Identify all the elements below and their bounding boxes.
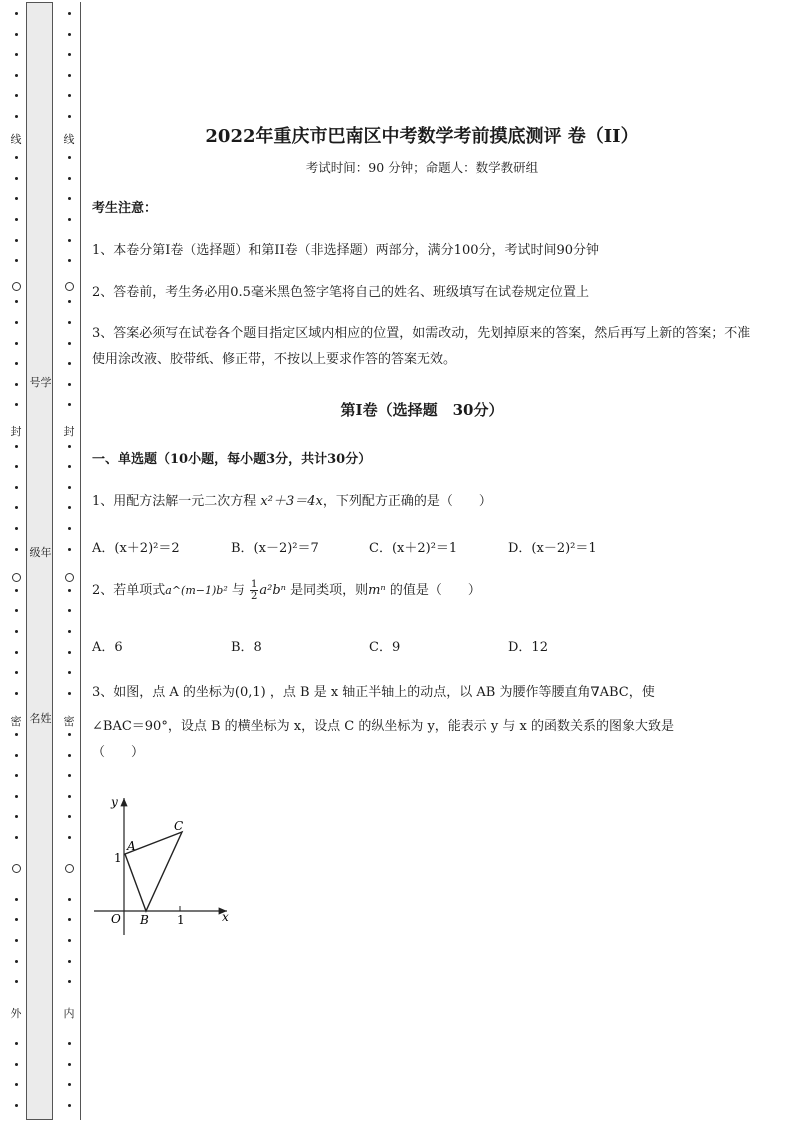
- margin-dot: [15, 403, 18, 406]
- margin-circle: [12, 282, 21, 291]
- margin-dot: [68, 342, 71, 345]
- margin-dot: [68, 651, 71, 654]
- margin-dot: [15, 630, 18, 633]
- y-axis-label: y: [111, 795, 118, 809]
- q2-connector: 与: [227, 583, 250, 598]
- point-a-label: A: [127, 839, 136, 853]
- margin-dot: [15, 754, 18, 757]
- margin-dot: [68, 383, 71, 386]
- q1-equation: x²＋3＝4x: [260, 494, 323, 509]
- margin-circle: [12, 864, 21, 873]
- margin-dot: [68, 1042, 71, 1045]
- margin-dot: [68, 960, 71, 963]
- margin-dot: [68, 94, 71, 97]
- q3-coordinate-figure: [92, 790, 237, 935]
- q2-monomial-1: a^(m−1)b²: [165, 584, 228, 597]
- q1-option-b[interactable]: B．(x－2)²＝7: [231, 541, 319, 556]
- margin-dot: [68, 548, 71, 551]
- margin-dot: [15, 918, 18, 921]
- q2-monomial-2: a²bⁿ: [259, 583, 286, 598]
- binding-line: [80, 2, 81, 1120]
- point-b-label: B: [140, 913, 149, 927]
- question-2: [92, 578, 752, 604]
- margin-dot: [68, 527, 71, 530]
- margin-dot: [68, 671, 71, 674]
- q2-prefix: 2、若单项式: [92, 583, 166, 598]
- inner-dotted-margin: [57, 0, 81, 1123]
- q1-prefix: 1、用配方法解一元二次方程: [92, 494, 261, 509]
- margin-dot: [68, 630, 71, 633]
- margin-dot: [15, 651, 18, 654]
- margin-dot: [15, 506, 18, 509]
- inner-mark-line: 线: [63, 133, 75, 146]
- margin-dot: [68, 733, 71, 736]
- margin-dot: [15, 1104, 18, 1107]
- margin-circle: [65, 573, 74, 582]
- q2-option-c[interactable]: C．9: [369, 640, 401, 655]
- margin-dot: [68, 403, 71, 406]
- margin-dot: [68, 445, 71, 448]
- margin-dot: [15, 321, 18, 324]
- margin-dot: [15, 383, 18, 386]
- margin-dot: [15, 115, 18, 118]
- q2-middle: 是同类项，则: [285, 583, 369, 598]
- notice-item-1: 1、本卷分第I卷（选择题）和第II卷（非选择题）两部分，满分100分，考试时间90分钟: [92, 243, 600, 258]
- margin-dot: [15, 609, 18, 612]
- margin-dot: [15, 362, 18, 365]
- q1-option-a[interactable]: A．(x＋2)²＝2: [92, 541, 180, 556]
- margin-dot: [15, 960, 18, 963]
- q1-option-d[interactable]: D．(x－2)²＝1: [508, 541, 597, 556]
- margin-dot: [15, 342, 18, 345]
- name-label: 名姓: [29, 712, 52, 725]
- q1-option-c[interactable]: C．(x＋2)²＝1: [369, 541, 458, 556]
- exam-title: 2022年重庆市巴南区中考数学考前摸底测评 卷（II）: [205, 126, 639, 147]
- margin-dot: [15, 548, 18, 551]
- exam-subtitle: 考试时间：90 分钟；命题人：数学教研组: [305, 160, 539, 175]
- margin-dot: [68, 795, 71, 798]
- margin-dot: [15, 259, 18, 262]
- outer-mark-outside: 外: [10, 1007, 22, 1020]
- margin-dot: [68, 12, 71, 15]
- margin-dot: [68, 362, 71, 365]
- student-info-strip: [26, 2, 53, 1120]
- margin-dot: [15, 980, 18, 983]
- margin-dot: [68, 259, 71, 262]
- margin-dot: [15, 671, 18, 674]
- question-3-line-2: ∠BAC＝90°，设点 B 的横坐标为 x，设点 C 的纵坐标为 y，能表示 y 与 x 的函数关系的图象大致是: [92, 719, 674, 734]
- margin-dot: [15, 300, 18, 303]
- margin-dot: [15, 1042, 18, 1045]
- margin-dot: [68, 692, 71, 695]
- q1-suffix: ，下列配方正确的是（ ）: [322, 494, 492, 509]
- margin-dot: [15, 218, 18, 221]
- margin-dot: [68, 589, 71, 592]
- margin-dot: [15, 465, 18, 468]
- margin-dot: [68, 939, 71, 942]
- q2-fraction: [250, 579, 258, 602]
- margin-dot: [15, 795, 18, 798]
- question-3-line-1: 3、如图，点 A 的坐标为(0,1) ，点 B 是 x 轴正半轴上的动点，以 AB 为腰作等腰直角∇ABC，使: [92, 685, 655, 700]
- margin-dot: [15, 94, 18, 97]
- margin-dot: [68, 321, 71, 324]
- outer-mark-line: 线: [10, 133, 22, 146]
- q2-suffix: 的值是（ ）: [385, 583, 481, 598]
- margin-dot: [68, 980, 71, 983]
- margin-dot: [15, 898, 18, 901]
- student-number-label: 号学: [29, 376, 52, 389]
- outer-mark-secret: 密: [10, 715, 22, 728]
- margin-dot: [15, 12, 18, 15]
- margin-circle: [65, 864, 74, 873]
- outer-mark-seal: 封: [10, 425, 22, 438]
- margin-dot: [15, 197, 18, 200]
- margin-dot: [68, 300, 71, 303]
- margin-dot: [68, 774, 71, 777]
- margin-dot: [15, 1083, 18, 1086]
- inner-mark-inside: 内: [63, 1007, 75, 1020]
- margin-dot: [68, 465, 71, 468]
- margin-dot: [68, 1063, 71, 1066]
- margin-dot: [68, 815, 71, 818]
- q2-fraction-denominator: 2: [251, 591, 258, 602]
- margin-dot: [68, 486, 71, 489]
- margin-dot: [15, 733, 18, 736]
- margin-dot: [15, 836, 18, 839]
- point-c-label: C: [174, 819, 184, 833]
- margin-dot: [15, 1063, 18, 1066]
- margin-dot: [68, 156, 71, 159]
- margin-dot: [15, 815, 18, 818]
- margin-dot: [15, 939, 18, 942]
- margin-dot: [15, 177, 18, 180]
- margin-dot: [68, 239, 71, 242]
- part-heading: 一、单选题（10小题，每小题3分，共计30分）: [92, 452, 372, 467]
- x-axis-label: x: [222, 910, 229, 924]
- margin-dot: [15, 156, 18, 159]
- q2-option-a[interactable]: A．6: [92, 640, 123, 655]
- margin-dot: [68, 177, 71, 180]
- grade-label: 级年: [29, 546, 52, 559]
- question-3-line-3: （ ）: [92, 745, 145, 760]
- margin-dot: [15, 692, 18, 695]
- margin-dot: [68, 898, 71, 901]
- margin-dot: [68, 53, 71, 56]
- margin-dot: [15, 774, 18, 777]
- margin-circle: [65, 282, 74, 291]
- inner-mark-secret: 密: [63, 715, 75, 728]
- inner-mark-seal: 封: [63, 425, 75, 438]
- notice-item-3: 3、答案必须写在试卷各个题目指定区域内相应的位置，如需改动，先划掉原来的答案，然后再写上新的答案；不准使用涂改液、胶带纸、修正带，不按以上要求作答的答案无效。: [92, 326, 751, 367]
- margin-dot: [68, 1083, 71, 1086]
- margin-circle: [12, 573, 21, 582]
- margin-dot: [68, 836, 71, 839]
- margin-dot: [68, 115, 71, 118]
- margin-dot: [68, 506, 71, 509]
- margin-dot: [68, 197, 71, 200]
- margin-dot: [15, 589, 18, 592]
- margin-dot: [15, 527, 18, 530]
- margin-dot: [68, 74, 71, 77]
- margin-dot: [68, 218, 71, 221]
- notice-item-2: 2、答卷前，考生务必用0.5毫米黑色签字笔将自己的姓名、班级填写在试卷规定位置上: [92, 285, 589, 300]
- margin-dot: [68, 1104, 71, 1107]
- notice-heading: 考生注意：: [92, 201, 158, 216]
- margin-dot: [15, 53, 18, 56]
- y-tick-label: 1: [114, 851, 122, 865]
- q2-option-d[interactable]: D．12: [508, 640, 548, 655]
- x-tick-label: 1: [177, 913, 185, 927]
- margin-dot: [15, 486, 18, 489]
- margin-dot: [15, 33, 18, 36]
- margin-dot: [15, 74, 18, 77]
- question-1: [92, 489, 752, 515]
- margin-dot: [68, 33, 71, 36]
- margin-dot: [68, 918, 71, 921]
- margin-dot: [15, 239, 18, 242]
- margin-dot: [68, 754, 71, 757]
- outer-dotted-margin: [4, 0, 28, 1123]
- q2-expression: mⁿ: [368, 583, 386, 598]
- q2-option-b[interactable]: B．8: [231, 640, 262, 655]
- q2-fraction-numerator: 1: [251, 579, 258, 590]
- margin-dot: [15, 445, 18, 448]
- margin-dot: [68, 609, 71, 612]
- section-title: 第I卷（选择题 30分）: [340, 401, 504, 419]
- origin-label: O: [111, 912, 121, 926]
